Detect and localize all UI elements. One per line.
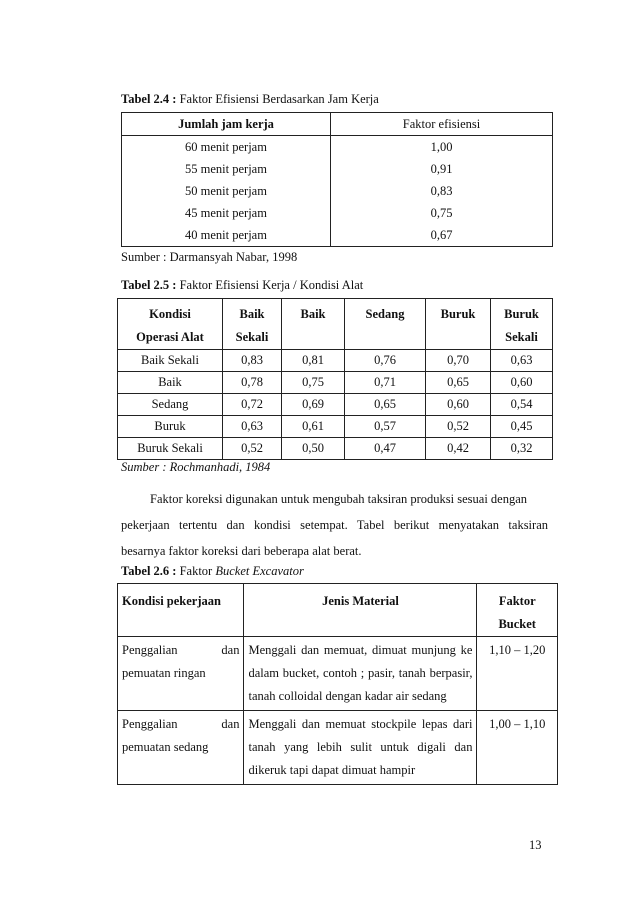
table-cell: 0,65 <box>426 372 491 394</box>
table-cell: Buruk Sekali <box>118 438 223 460</box>
table-header-cell <box>345 299 426 350</box>
paragraph-line-2: pekerjaan tertentu dan kondisi setempat. Tabel berikut menyatakan taksiran <box>121 518 548 532</box>
table-cell: Menggali dan memuat stockpile lepas dari tanah yang lebih sulit untuk digali dan dikeruk tapi dapat dimuat hampir <box>244 711 477 785</box>
cell-line <box>122 713 239 736</box>
table-cell: 0,57 <box>345 416 426 438</box>
table-2-4-source: Sumber : Darmansyah Nabar, 1998 <box>121 250 298 264</box>
table-cell: 40 menit perjam <box>122 224 331 247</box>
table-2-5-label: Tabel 2.5 : <box>121 278 177 292</box>
table-cell: 1,10 – 1,20 <box>477 637 558 711</box>
cell-line: pemuatan ringan <box>122 666 206 680</box>
table-cell: 0,32 <box>491 438 553 460</box>
header-line: Sekali <box>235 330 269 344</box>
table-cell: 0,63 <box>223 416 282 438</box>
table-2-6-title: Faktor <box>176 564 216 578</box>
paragraph-line-1: Faktor koreksi digunakan untuk mengubah taksiran produksi sesuai dengan <box>150 492 528 506</box>
table-row <box>118 350 553 372</box>
paragraph-line-3: besarnya faktor koreksi dari beberapa alat berat. <box>121 544 362 558</box>
table-row <box>118 637 558 711</box>
table-row <box>122 202 553 224</box>
table-row <box>118 438 553 460</box>
table-cell: 0,45 <box>491 416 553 438</box>
table-cell: Baik <box>118 372 223 394</box>
table-cell: 0,60 <box>491 372 553 394</box>
table-header-row <box>118 584 558 637</box>
table-header-cell <box>426 299 491 350</box>
table-cell: 60 menit perjam <box>122 136 331 159</box>
table-cell: Baik Sekali <box>118 350 223 372</box>
table-cell: 0,91 <box>331 158 553 180</box>
table-2-5-caption <box>121 278 363 293</box>
table-2-6-label: Tabel 2.6 : <box>121 564 177 578</box>
header-line: Sedang <box>365 307 405 321</box>
cell-word: Penggalian <box>122 643 178 657</box>
table-cell: Sedang <box>118 394 223 416</box>
cell-word: dan <box>221 643 240 657</box>
table-cell: 0,63 <box>491 350 553 372</box>
table-header-cell: Jenis Material <box>244 584 477 637</box>
table-cell: 0,61 <box>282 416 345 438</box>
table-cell: 0,69 <box>282 394 345 416</box>
header-line: Sekali <box>505 330 538 344</box>
table-row <box>122 180 553 202</box>
table-cell: 0,72 <box>223 394 282 416</box>
table-row <box>122 136 553 159</box>
table-cell <box>118 637 244 711</box>
table-cell: 45 menit perjam <box>122 202 331 224</box>
table-cell: 0,50 <box>282 438 345 460</box>
table-row <box>118 711 558 785</box>
table-header-row <box>118 299 553 350</box>
header-line: Buruk <box>440 307 476 321</box>
header-line: Kondisi <box>149 307 191 321</box>
cell-line: pemuatan sedang <box>122 740 209 754</box>
table-row <box>118 394 553 416</box>
table-cell: 0,78 <box>223 372 282 394</box>
table-row <box>118 416 553 438</box>
table-cell: 0,70 <box>426 350 491 372</box>
table-2-4-label: Tabel 2.4 : <box>121 92 177 106</box>
table-cell: 0,75 <box>331 202 553 224</box>
header-line: Baik <box>239 307 265 321</box>
table-2-4 <box>121 112 553 247</box>
table-header-cell <box>118 299 223 350</box>
table-2-6 <box>117 583 558 785</box>
table-cell: 1,00 <box>331 136 553 159</box>
cell-word: Penggalian <box>122 717 178 731</box>
table-cell: 0,67 <box>331 224 553 247</box>
table-cell: 0,65 <box>345 394 426 416</box>
table-cell: 1,00 – 1,10 <box>477 711 558 785</box>
table-cell: 0,52 <box>223 438 282 460</box>
table-header-cell <box>477 584 558 637</box>
table-header-cell: Kondisi pekerjaan <box>118 584 244 637</box>
table-cell: 50 menit perjam <box>122 180 331 202</box>
table-cell: 0,52 <box>426 416 491 438</box>
header-line: Baik <box>300 307 326 321</box>
header-line: Bucket <box>498 617 536 631</box>
cell-line <box>122 639 239 662</box>
table-header-cell: Faktor efisiensi <box>331 113 553 136</box>
table-cell: 0,81 <box>282 350 345 372</box>
table-header-cell <box>282 299 345 350</box>
table-header-cell <box>223 299 282 350</box>
table-cell: 0,47 <box>345 438 426 460</box>
table-cell: 55 menit perjam <box>122 158 331 180</box>
table-cell: 0,75 <box>282 372 345 394</box>
table-cell: 0,76 <box>345 350 426 372</box>
table-header-cell: Jumlah jam kerja <box>122 113 331 136</box>
table-row <box>122 158 553 180</box>
cell-word: dan <box>221 717 240 731</box>
table-cell: 0,83 <box>331 180 553 202</box>
table-header-row <box>122 113 553 136</box>
table-2-5-title: Faktor Efisiensi Kerja / Kondisi Alat <box>176 278 364 292</box>
table-header-cell <box>491 299 553 350</box>
table-cell: 0,54 <box>491 394 553 416</box>
table-cell: Menggali dan memuat, dimuat munjung ke dalam bucket, contoh ; pasir, tanah berpasir, tanah colloidal dengan kadar air sedang <box>244 637 477 711</box>
table-2-4-caption <box>121 92 379 107</box>
header-line: Operasi Alat <box>136 330 204 344</box>
table-cell: 0,83 <box>223 350 282 372</box>
page-number: 13 <box>529 838 542 852</box>
header-line: Buruk <box>504 307 539 321</box>
table-row <box>122 224 553 247</box>
table-2-6-title-italic: Bucket Excavator <box>215 564 304 578</box>
table-cell: 0,42 <box>426 438 491 460</box>
table-row <box>118 372 553 394</box>
header-line: Faktor <box>498 594 536 608</box>
table-2-5 <box>117 298 553 460</box>
table-2-4-title: Faktor Efisiensi Berdasarkan Jam Kerja <box>176 92 379 106</box>
table-cell <box>118 711 244 785</box>
table-2-6-caption <box>121 564 304 579</box>
table-2-5-source: Sumber : Rochmanhadi, 1984 <box>121 460 271 474</box>
table-cell: 0,60 <box>426 394 491 416</box>
table-cell: Buruk <box>118 416 223 438</box>
table-cell: 0,71 <box>345 372 426 394</box>
